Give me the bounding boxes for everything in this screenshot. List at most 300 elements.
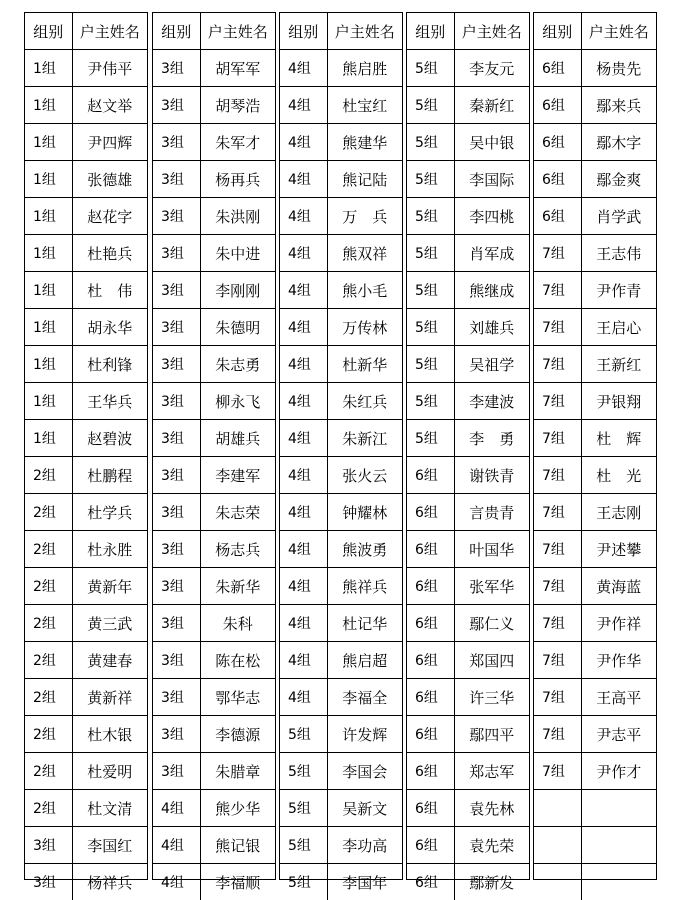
group-cell: 4组	[280, 346, 327, 383]
table-row	[25, 716, 147, 753]
group-cell: 6组	[407, 642, 454, 679]
table-row	[280, 568, 402, 605]
householder-name-cell: 熊记陆	[327, 161, 402, 198]
householder-name-cell: 王启心	[581, 309, 656, 346]
table-row	[153, 864, 275, 900]
group-cell: 4组	[280, 50, 327, 87]
householder-name-cell	[581, 827, 656, 864]
table-row	[153, 87, 275, 124]
group-cell: 2组	[25, 716, 72, 753]
table-row	[280, 494, 402, 531]
table-row	[153, 309, 275, 346]
householder-name-cell: 杜 伟	[72, 272, 147, 309]
group-cell	[534, 864, 581, 900]
group-cell: 7组	[534, 457, 581, 494]
householder-name-cell: 袁先林	[454, 790, 529, 827]
table-row	[407, 87, 529, 124]
table-row	[280, 272, 402, 309]
group-column-header: 组别	[407, 13, 454, 50]
table-row	[534, 457, 656, 494]
householder-name-cell: 刘雄兵	[454, 309, 529, 346]
group-cell: 3组	[153, 346, 200, 383]
group-cell: 1组	[25, 383, 72, 420]
householder-name-cell: 李功高	[327, 827, 402, 864]
table-row	[25, 124, 147, 161]
group-cell: 1组	[25, 198, 72, 235]
roster-panel-3	[279, 12, 403, 892]
group-column-header: 组别	[153, 13, 200, 50]
table-row	[407, 457, 529, 494]
table-row	[280, 864, 402, 900]
table-row	[280, 124, 402, 161]
householder-name-cell: 黄海蓝	[581, 568, 656, 605]
group-cell: 4组	[280, 124, 327, 161]
table-row	[25, 272, 147, 309]
householder-name-cell: 朱腊章	[200, 753, 275, 790]
name-column-header: 户主姓名	[454, 13, 529, 50]
householder-name-cell: 万 兵	[327, 198, 402, 235]
householder-name-cell: 郑志军	[454, 753, 529, 790]
table-row	[280, 827, 402, 864]
householder-name-cell: 熊记银	[200, 827, 275, 864]
group-cell: 5组	[407, 272, 454, 309]
roster-panel-table	[25, 13, 147, 900]
table-row	[280, 716, 402, 753]
householder-name-cell: 熊启胜	[327, 50, 402, 87]
table-row	[153, 420, 275, 457]
group-cell: 4组	[280, 568, 327, 605]
table-row	[407, 346, 529, 383]
group-cell: 4组	[153, 827, 200, 864]
table-row	[280, 679, 402, 716]
householder-name-cell: 李建军	[200, 457, 275, 494]
householder-name-cell: 尹作青	[581, 272, 656, 309]
table-row	[25, 605, 147, 642]
group-cell: 5组	[407, 383, 454, 420]
group-cell: 2组	[25, 531, 72, 568]
householder-name-cell: 杨志兵	[200, 531, 275, 568]
table-row	[280, 87, 402, 124]
householder-name-cell: 尹银翔	[581, 383, 656, 420]
table-row	[280, 383, 402, 420]
householder-name-cell: 熊双祥	[327, 235, 402, 272]
group-cell: 2组	[25, 642, 72, 679]
group-cell: 7组	[534, 309, 581, 346]
group-cell: 3组	[153, 87, 200, 124]
table-row	[153, 753, 275, 790]
table-row	[280, 198, 402, 235]
table-row	[153, 124, 275, 161]
householder-name-cell: 赵文举	[72, 87, 147, 124]
table-row	[25, 494, 147, 531]
table-row	[407, 272, 529, 309]
householder-name-cell: 鄢木字	[581, 124, 656, 161]
householder-name-cell: 杜学兵	[72, 494, 147, 531]
table-row	[280, 309, 402, 346]
householder-name-cell: 朱洪刚	[200, 198, 275, 235]
group-cell: 7组	[534, 753, 581, 790]
table-row	[153, 827, 275, 864]
householder-name-cell: 张军华	[454, 568, 529, 605]
group-cell: 3组	[153, 198, 200, 235]
group-cell: 2组	[25, 753, 72, 790]
table-row	[25, 679, 147, 716]
group-cell: 2组	[25, 679, 72, 716]
householder-name-cell: 吴中银	[454, 124, 529, 161]
table-row	[280, 790, 402, 827]
householder-name-cell: 王高平	[581, 679, 656, 716]
householder-name-cell: 朱德明	[200, 309, 275, 346]
table-row	[407, 420, 529, 457]
householder-name-cell: 杜鹏程	[72, 457, 147, 494]
table-row	[407, 753, 529, 790]
header-row	[280, 13, 402, 50]
householder-name-cell: 王新红	[581, 346, 656, 383]
householder-name-cell: 鄂华志	[200, 679, 275, 716]
householder-name-cell: 黄建春	[72, 642, 147, 679]
table-row	[407, 309, 529, 346]
householder-name-cell: 杨祥兵	[72, 864, 147, 900]
table-row	[153, 272, 275, 309]
group-cell: 3组	[153, 531, 200, 568]
group-cell: 7组	[534, 716, 581, 753]
householder-name-cell: 尹伟平	[72, 50, 147, 87]
table-row	[407, 864, 529, 900]
group-cell: 1组	[25, 124, 72, 161]
table-row	[407, 827, 529, 864]
group-cell: 5组	[407, 235, 454, 272]
group-cell: 3组	[25, 864, 72, 900]
group-cell: 7组	[534, 642, 581, 679]
table-row	[25, 457, 147, 494]
group-cell: 7组	[534, 346, 581, 383]
householder-name-cell: 杜爱明	[72, 753, 147, 790]
householder-name-cell: 朱新华	[200, 568, 275, 605]
householder-name-cell: 黄新年	[72, 568, 147, 605]
table-row	[534, 679, 656, 716]
householder-name-cell	[581, 864, 656, 900]
table-row	[25, 309, 147, 346]
group-cell: 3组	[153, 494, 200, 531]
group-cell: 3组	[153, 679, 200, 716]
roster-panel-table	[153, 13, 275, 900]
group-cell: 5组	[280, 827, 327, 864]
table-row	[534, 790, 656, 827]
group-cell: 3组	[153, 420, 200, 457]
group-cell: 4组	[280, 457, 327, 494]
householder-name-cell: 陈在松	[200, 642, 275, 679]
table-row	[534, 827, 656, 864]
table-row	[534, 605, 656, 642]
householder-name-cell: 朱科	[200, 605, 275, 642]
householder-name-cell: 杜艳兵	[72, 235, 147, 272]
group-cell: 3组	[153, 457, 200, 494]
householder-name-cell: 黄三武	[72, 605, 147, 642]
table-row	[407, 568, 529, 605]
table-row	[25, 198, 147, 235]
householder-name-cell: 鄢四平	[454, 716, 529, 753]
table-row	[153, 790, 275, 827]
householder-name-cell: 李友元	[454, 50, 529, 87]
householder-name-cell: 胡永华	[72, 309, 147, 346]
table-row	[534, 161, 656, 198]
table-row	[25, 642, 147, 679]
table-row	[280, 235, 402, 272]
householder-name-cell: 朱红兵	[327, 383, 402, 420]
householder-name-cell: 熊建华	[327, 124, 402, 161]
table-row	[280, 753, 402, 790]
householder-name-cell: 朱中进	[200, 235, 275, 272]
group-cell: 5组	[280, 753, 327, 790]
householder-name-cell: 黄新祥	[72, 679, 147, 716]
roster-panel-4	[406, 12, 530, 892]
group-cell: 5组	[407, 124, 454, 161]
group-cell: 1组	[25, 420, 72, 457]
group-cell: 5组	[280, 864, 327, 900]
householder-name-cell: 郑国四	[454, 642, 529, 679]
name-column-header: 户主姓名	[72, 13, 147, 50]
householder-name-cell: 胡雄兵	[200, 420, 275, 457]
table-row	[153, 198, 275, 235]
group-cell: 1组	[25, 87, 72, 124]
group-cell: 1组	[25, 272, 72, 309]
table-row	[25, 87, 147, 124]
name-column-header: 户主姓名	[200, 13, 275, 50]
group-cell: 5组	[280, 716, 327, 753]
group-cell: 4组	[153, 864, 200, 900]
table-row	[534, 235, 656, 272]
group-cell: 5组	[407, 420, 454, 457]
header-row	[407, 13, 529, 50]
householder-name-cell: 赵花字	[72, 198, 147, 235]
householder-name-cell: 尹作才	[581, 753, 656, 790]
header-row	[25, 13, 147, 50]
group-cell: 3组	[153, 272, 200, 309]
group-cell: 6组	[407, 753, 454, 790]
householder-name-cell: 熊启超	[327, 642, 402, 679]
table-row	[280, 642, 402, 679]
group-cell: 6组	[534, 87, 581, 124]
householder-name-cell: 杜文清	[72, 790, 147, 827]
householder-name-cell: 朱志荣	[200, 494, 275, 531]
group-cell: 7组	[534, 568, 581, 605]
householder-name-cell: 杜永胜	[72, 531, 147, 568]
table-row	[25, 568, 147, 605]
household-roster-table	[24, 12, 660, 892]
table-row	[534, 864, 656, 900]
table-row	[407, 50, 529, 87]
group-column-header: 组别	[280, 13, 327, 50]
group-cell: 4组	[280, 420, 327, 457]
group-cell: 6组	[534, 50, 581, 87]
table-row	[25, 420, 147, 457]
group-cell: 2组	[25, 605, 72, 642]
table-row	[407, 716, 529, 753]
group-cell: 3组	[153, 605, 200, 642]
householder-name-cell: 肖军成	[454, 235, 529, 272]
roster-panel-1	[24, 12, 148, 892]
group-cell: 6组	[407, 568, 454, 605]
householder-name-cell: 鄢金爽	[581, 161, 656, 198]
table-row	[534, 568, 656, 605]
table-row	[407, 679, 529, 716]
householder-name-cell: 熊波勇	[327, 531, 402, 568]
group-cell: 7组	[534, 605, 581, 642]
householder-name-cell: 李刚刚	[200, 272, 275, 309]
table-row	[25, 864, 147, 900]
group-cell: 7组	[534, 420, 581, 457]
table-row	[407, 494, 529, 531]
group-cell: 5组	[407, 346, 454, 383]
group-cell: 3组	[153, 716, 200, 753]
householder-name-cell: 李福全	[327, 679, 402, 716]
group-cell: 6组	[407, 864, 454, 900]
householder-name-cell: 杜宝红	[327, 87, 402, 124]
group-cell: 6组	[407, 457, 454, 494]
table-row	[153, 605, 275, 642]
group-cell: 7组	[534, 235, 581, 272]
table-row	[153, 679, 275, 716]
table-row	[153, 568, 275, 605]
group-cell: 4组	[280, 161, 327, 198]
group-cell: 1组	[25, 161, 72, 198]
table-row	[153, 235, 275, 272]
householder-name-cell: 李 勇	[454, 420, 529, 457]
group-cell: 4组	[280, 383, 327, 420]
roster-panel-5	[533, 12, 657, 880]
group-cell: 7组	[534, 272, 581, 309]
table-row	[534, 50, 656, 87]
group-cell	[534, 790, 581, 827]
householder-name-cell: 胡琴浩	[200, 87, 275, 124]
householder-name-cell: 秦新红	[454, 87, 529, 124]
table-row	[407, 383, 529, 420]
name-column-header: 户主姓名	[327, 13, 402, 50]
householder-name-cell: 杜利锋	[72, 346, 147, 383]
table-row	[534, 87, 656, 124]
householder-name-cell: 熊少华	[200, 790, 275, 827]
householder-name-cell: 胡军军	[200, 50, 275, 87]
group-cell: 1组	[25, 235, 72, 272]
group-cell: 1组	[25, 346, 72, 383]
householder-name-cell: 钟耀林	[327, 494, 402, 531]
table-row	[25, 827, 147, 864]
table-row	[25, 235, 147, 272]
householder-name-cell: 李建波	[454, 383, 529, 420]
group-cell: 2组	[25, 457, 72, 494]
householder-name-cell: 李国会	[327, 753, 402, 790]
group-cell: 3组	[153, 383, 200, 420]
group-cell: 4组	[280, 309, 327, 346]
householder-name-cell: 杜 光	[581, 457, 656, 494]
householder-name-cell: 李国年	[327, 864, 402, 900]
table-row	[25, 753, 147, 790]
table-row	[534, 753, 656, 790]
table-row	[25, 790, 147, 827]
table-row	[407, 161, 529, 198]
group-cell: 3组	[153, 235, 200, 272]
householder-name-cell: 朱军才	[200, 124, 275, 161]
householder-name-cell: 熊小毛	[327, 272, 402, 309]
group-cell: 6组	[407, 531, 454, 568]
householder-name-cell: 王华兵	[72, 383, 147, 420]
householder-name-cell: 王志伟	[581, 235, 656, 272]
roster-panel-table	[280, 13, 402, 900]
table-row	[534, 383, 656, 420]
householder-name-cell: 鄢仁义	[454, 605, 529, 642]
group-cell: 4组	[153, 790, 200, 827]
group-cell: 6组	[407, 716, 454, 753]
householder-name-cell: 张德雄	[72, 161, 147, 198]
table-row	[280, 531, 402, 568]
group-cell: 3组	[153, 753, 200, 790]
group-cell: 4组	[280, 679, 327, 716]
householder-name-cell: 杨再兵	[200, 161, 275, 198]
group-cell: 4组	[280, 494, 327, 531]
householder-name-cell: 杨贵先	[581, 50, 656, 87]
group-cell: 3组	[153, 161, 200, 198]
table-row	[153, 642, 275, 679]
group-cell: 3组	[153, 309, 200, 346]
householder-name-cell: 谢铁青	[454, 457, 529, 494]
header-row	[534, 13, 656, 50]
householder-name-cell: 尹四辉	[72, 124, 147, 161]
group-cell: 4组	[280, 272, 327, 309]
householder-name-cell: 许发辉	[327, 716, 402, 753]
householder-name-cell: 王志刚	[581, 494, 656, 531]
householder-name-cell	[581, 790, 656, 827]
householder-name-cell: 柳永飞	[200, 383, 275, 420]
table-row	[534, 346, 656, 383]
group-cell: 7组	[534, 494, 581, 531]
group-cell: 4组	[280, 198, 327, 235]
table-row	[407, 642, 529, 679]
table-row	[407, 235, 529, 272]
householder-name-cell: 吴新文	[327, 790, 402, 827]
group-cell: 1组	[25, 309, 72, 346]
householder-name-cell: 李国红	[72, 827, 147, 864]
group-cell: 5组	[407, 161, 454, 198]
table-row	[280, 420, 402, 457]
householder-name-cell: 李四桃	[454, 198, 529, 235]
group-column-header: 组别	[25, 13, 72, 50]
table-row	[25, 161, 147, 198]
table-row	[407, 198, 529, 235]
table-row	[25, 383, 147, 420]
group-cell: 5组	[407, 198, 454, 235]
group-cell: 1组	[25, 50, 72, 87]
name-column-header: 户主姓名	[581, 13, 656, 50]
group-cell: 7组	[534, 531, 581, 568]
table-row	[407, 531, 529, 568]
group-cell: 2组	[25, 568, 72, 605]
group-cell: 6组	[407, 679, 454, 716]
group-cell: 4组	[280, 605, 327, 642]
householder-name-cell: 杜记华	[327, 605, 402, 642]
group-cell: 4组	[280, 235, 327, 272]
group-cell: 5组	[407, 309, 454, 346]
group-cell: 6组	[534, 161, 581, 198]
table-row	[153, 457, 275, 494]
householder-name-cell: 张火云	[327, 457, 402, 494]
table-row	[153, 494, 275, 531]
householder-name-cell: 肖学武	[581, 198, 656, 235]
table-row	[280, 161, 402, 198]
householder-name-cell: 李国际	[454, 161, 529, 198]
group-cell: 3组	[25, 827, 72, 864]
group-cell: 3组	[153, 642, 200, 679]
group-cell: 4组	[280, 531, 327, 568]
